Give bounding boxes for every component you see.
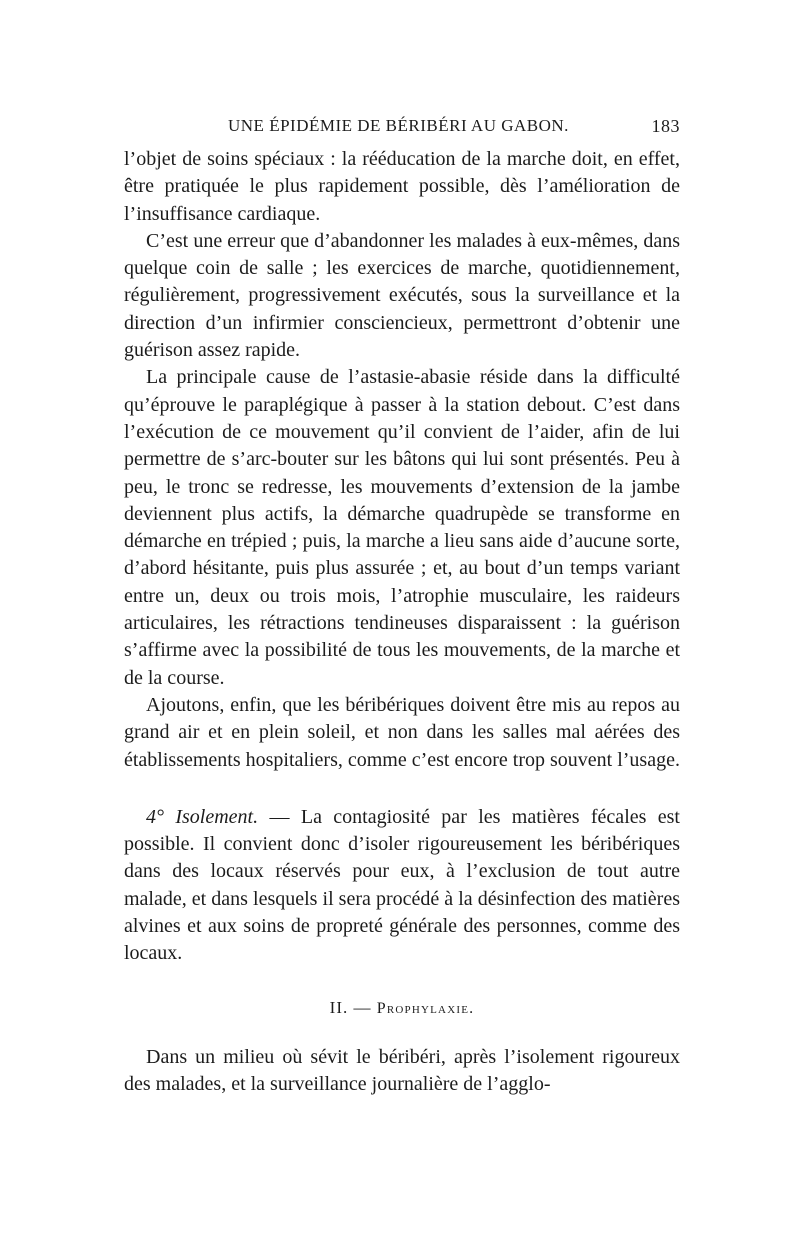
running-head — [124, 116, 680, 142]
section-title: Prophylaxie. — [376, 999, 475, 1017]
paragraph-prophylaxis: Dans un milieu où sévit le béribéri, après l’isolement rigoureux des malades, et la surveillance journalière de l’agglo- — [124, 1045, 680, 1096]
body-text — [124, 146, 680, 1099]
paragraph-open-air: Ajoutons, enfin, que les béribériques doivent être mis au repos au grand air et en plein soleil, et non dans les salles mal aérées des établissements hospitaliers, comme c’est encore trop souvent l’usage. — [124, 693, 680, 771]
paragraph-rehabilitation: C’est une erreur que d’abandonner les malades à eux-mêmes, dans quelque coin de salle ; les exercices de marche, quotidiennement, régulièrement, progressivement exécutés, sous la surveillance et la direction d’un infirmier consciencieux, permettront d’obtenir une guérison assez rapide. — [124, 229, 680, 362]
isolation-text: — La contagiosité par les matières fécales est possible. Il convient donc d’isoler rigoureusement les béribériques dans des locaux réservés pour eux, à l’exclusion de tout autre malade, et dans lesquels il sera procédé à la désinfection des matières alvines et aux soins de propreté générale des personnes, comme des locaux. — [124, 805, 680, 965]
page-number: 183 — [651, 116, 680, 136]
section-numeral: II. — — [329, 997, 377, 1017]
paragraph-astasia-abasia: La principale cause de l’astasie-abasie réside dans la difficulté qu’éprouve le paraplégique à passer à la station debout. C’est dans l’exécution de ce mouvement qu’il convient de l’aider, afin de lui permettre de s’arc-bouter sur les bâtons qui lui sont présentés. Peu à peu, le tronc se redresse, les mouvements d’extension de la jambe deviennent plus actifs, la démarche quadrupède se transforme en démarche en trépied ; puis, la marche a lieu sans aide d’aucune sorte, d’abord hésitante, puis plus assurée ; et, au bout d’un temps variant entre un, deux ou trois mois, l’atrophie musculaire, les raideurs articulaires, les rétractions tendineuses disparaissent : la guérison s’affirme avec la possibilité de tous les mouvements, de la marche et de la course. — [124, 366, 680, 689]
paragraph-isolation — [124, 804, 680, 968]
running-title: UNE ÉPIDÉMIE DE BÉRIBÉRI AU GABON. — [228, 116, 569, 135]
paragraph-spacer — [124, 774, 680, 804]
paragraph-continued: l’objet de soins spéciaux : la rééducation de la marche doit, en effet, être pratiquée le plus rapidement possible, dès l’amélioration de l’insuffisance cardiaque. — [124, 148, 680, 225]
section-heading — [124, 994, 680, 1022]
isolation-label: 4° Isolement. — [146, 805, 259, 828]
